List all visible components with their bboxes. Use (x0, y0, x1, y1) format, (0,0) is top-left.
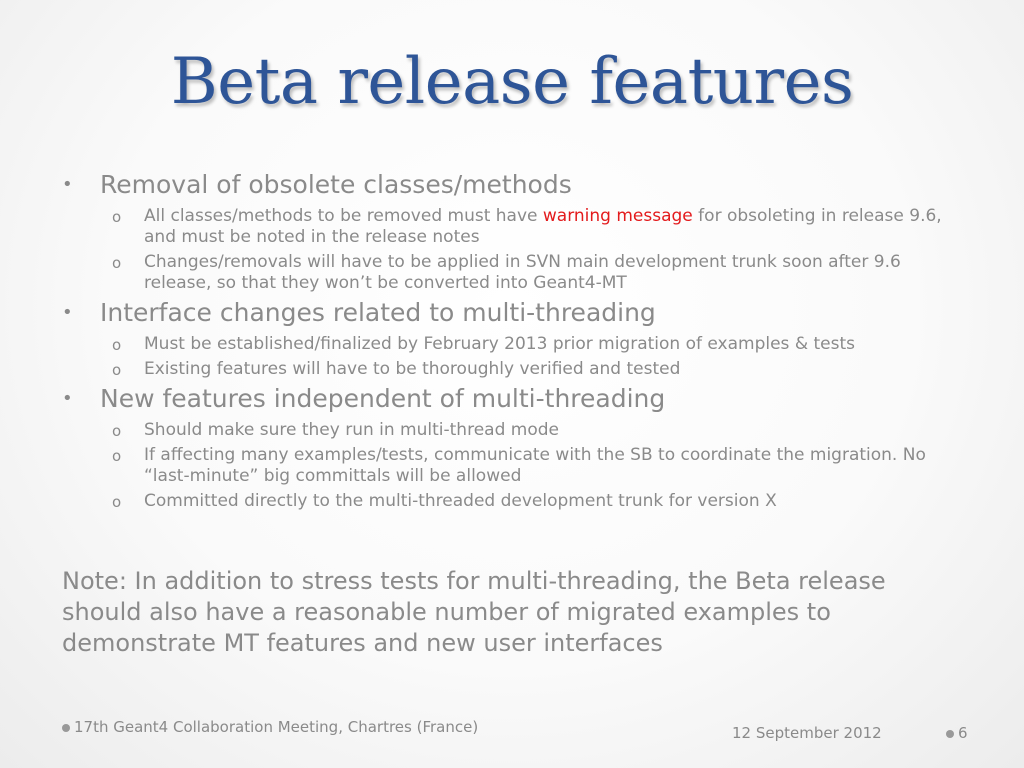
sub-bullet-circle-icon: o (112, 361, 122, 379)
highlight-text: warning message (542, 206, 693, 226)
sub-bullet-text: If affecting many examples/tests, communicate with the SB to coordinate the migration. No “last-minute” big committals will be allowed (144, 445, 926, 486)
sub-bullet-circle-icon: o (112, 336, 122, 354)
sub-bullet-circle-icon: o (112, 254, 122, 272)
sub-bullet-circle-icon: o (112, 493, 122, 511)
footer-date: 12 September 2012 (732, 724, 882, 742)
page-number: 6 (958, 724, 968, 742)
bullet-text: Removal of obsolete classes/methods (100, 170, 572, 199)
bullet-text: New features independent of multi-threading (100, 384, 666, 413)
sub-bullet-text: Should make sure they run in multi-thread mode (144, 420, 559, 440)
bullet-item (62, 296, 962, 330)
footer-page-number (946, 724, 968, 742)
sub-bullet-text: Must be established/finalized by February 2013 prior migration of examples & tests (144, 334, 855, 354)
footer-meeting (62, 718, 478, 736)
bullet-dot-icon: • (62, 174, 73, 195)
bullet-list (62, 166, 962, 512)
bullet-dot-icon: • (62, 302, 73, 323)
sub-bullet-text: Changes/removals will have to be applied in SVN main development trunk soon after 9.6 release, so that they won’t be converted into Geant4-MT (144, 252, 901, 293)
sub-bullet-circle-icon: o (112, 447, 122, 465)
slide-title: Beta release features (170, 45, 854, 119)
sub-bullet-circle-icon: o (112, 208, 122, 226)
note-paragraph: Note: In addition to stress tests for multi-threading, the Beta release should also have a reasonable number of migrated examples to demonstrate MT features and new user interfaces (62, 567, 886, 657)
bullet-item (62, 382, 962, 416)
sub-bullet-text: All classes/methods to be removed must have (144, 206, 543, 226)
sub-bullet-item (62, 445, 962, 487)
sub-bullet-item (62, 420, 962, 441)
sub-bullet-item (62, 206, 962, 248)
footer-dot-icon (62, 724, 70, 732)
sub-bullet-item (62, 334, 962, 355)
sub-bullet-item (62, 491, 962, 512)
sub-bullet-item (62, 359, 962, 380)
sub-bullet-text: Existing features will have to be thoroughly verified and tested (144, 359, 681, 379)
sub-bullet-item (62, 252, 962, 294)
sub-bullet-circle-icon: o (112, 422, 122, 440)
footer-dot-icon (946, 730, 954, 738)
sub-bullet-text: Committed directly to the multi-threaded development trunk for version X (144, 491, 777, 511)
footer-meeting-text: 17th Geant4 Collaboration Meeting, Chartres (France) (74, 718, 479, 736)
bullet-dot-icon: • (62, 388, 73, 409)
bullet-item (62, 168, 962, 202)
bullet-text: Interface changes related to multi-threading (100, 298, 656, 327)
sub-bullet-text: for obsoleting in release 9.6, and must be noted in the release notes (144, 206, 942, 247)
